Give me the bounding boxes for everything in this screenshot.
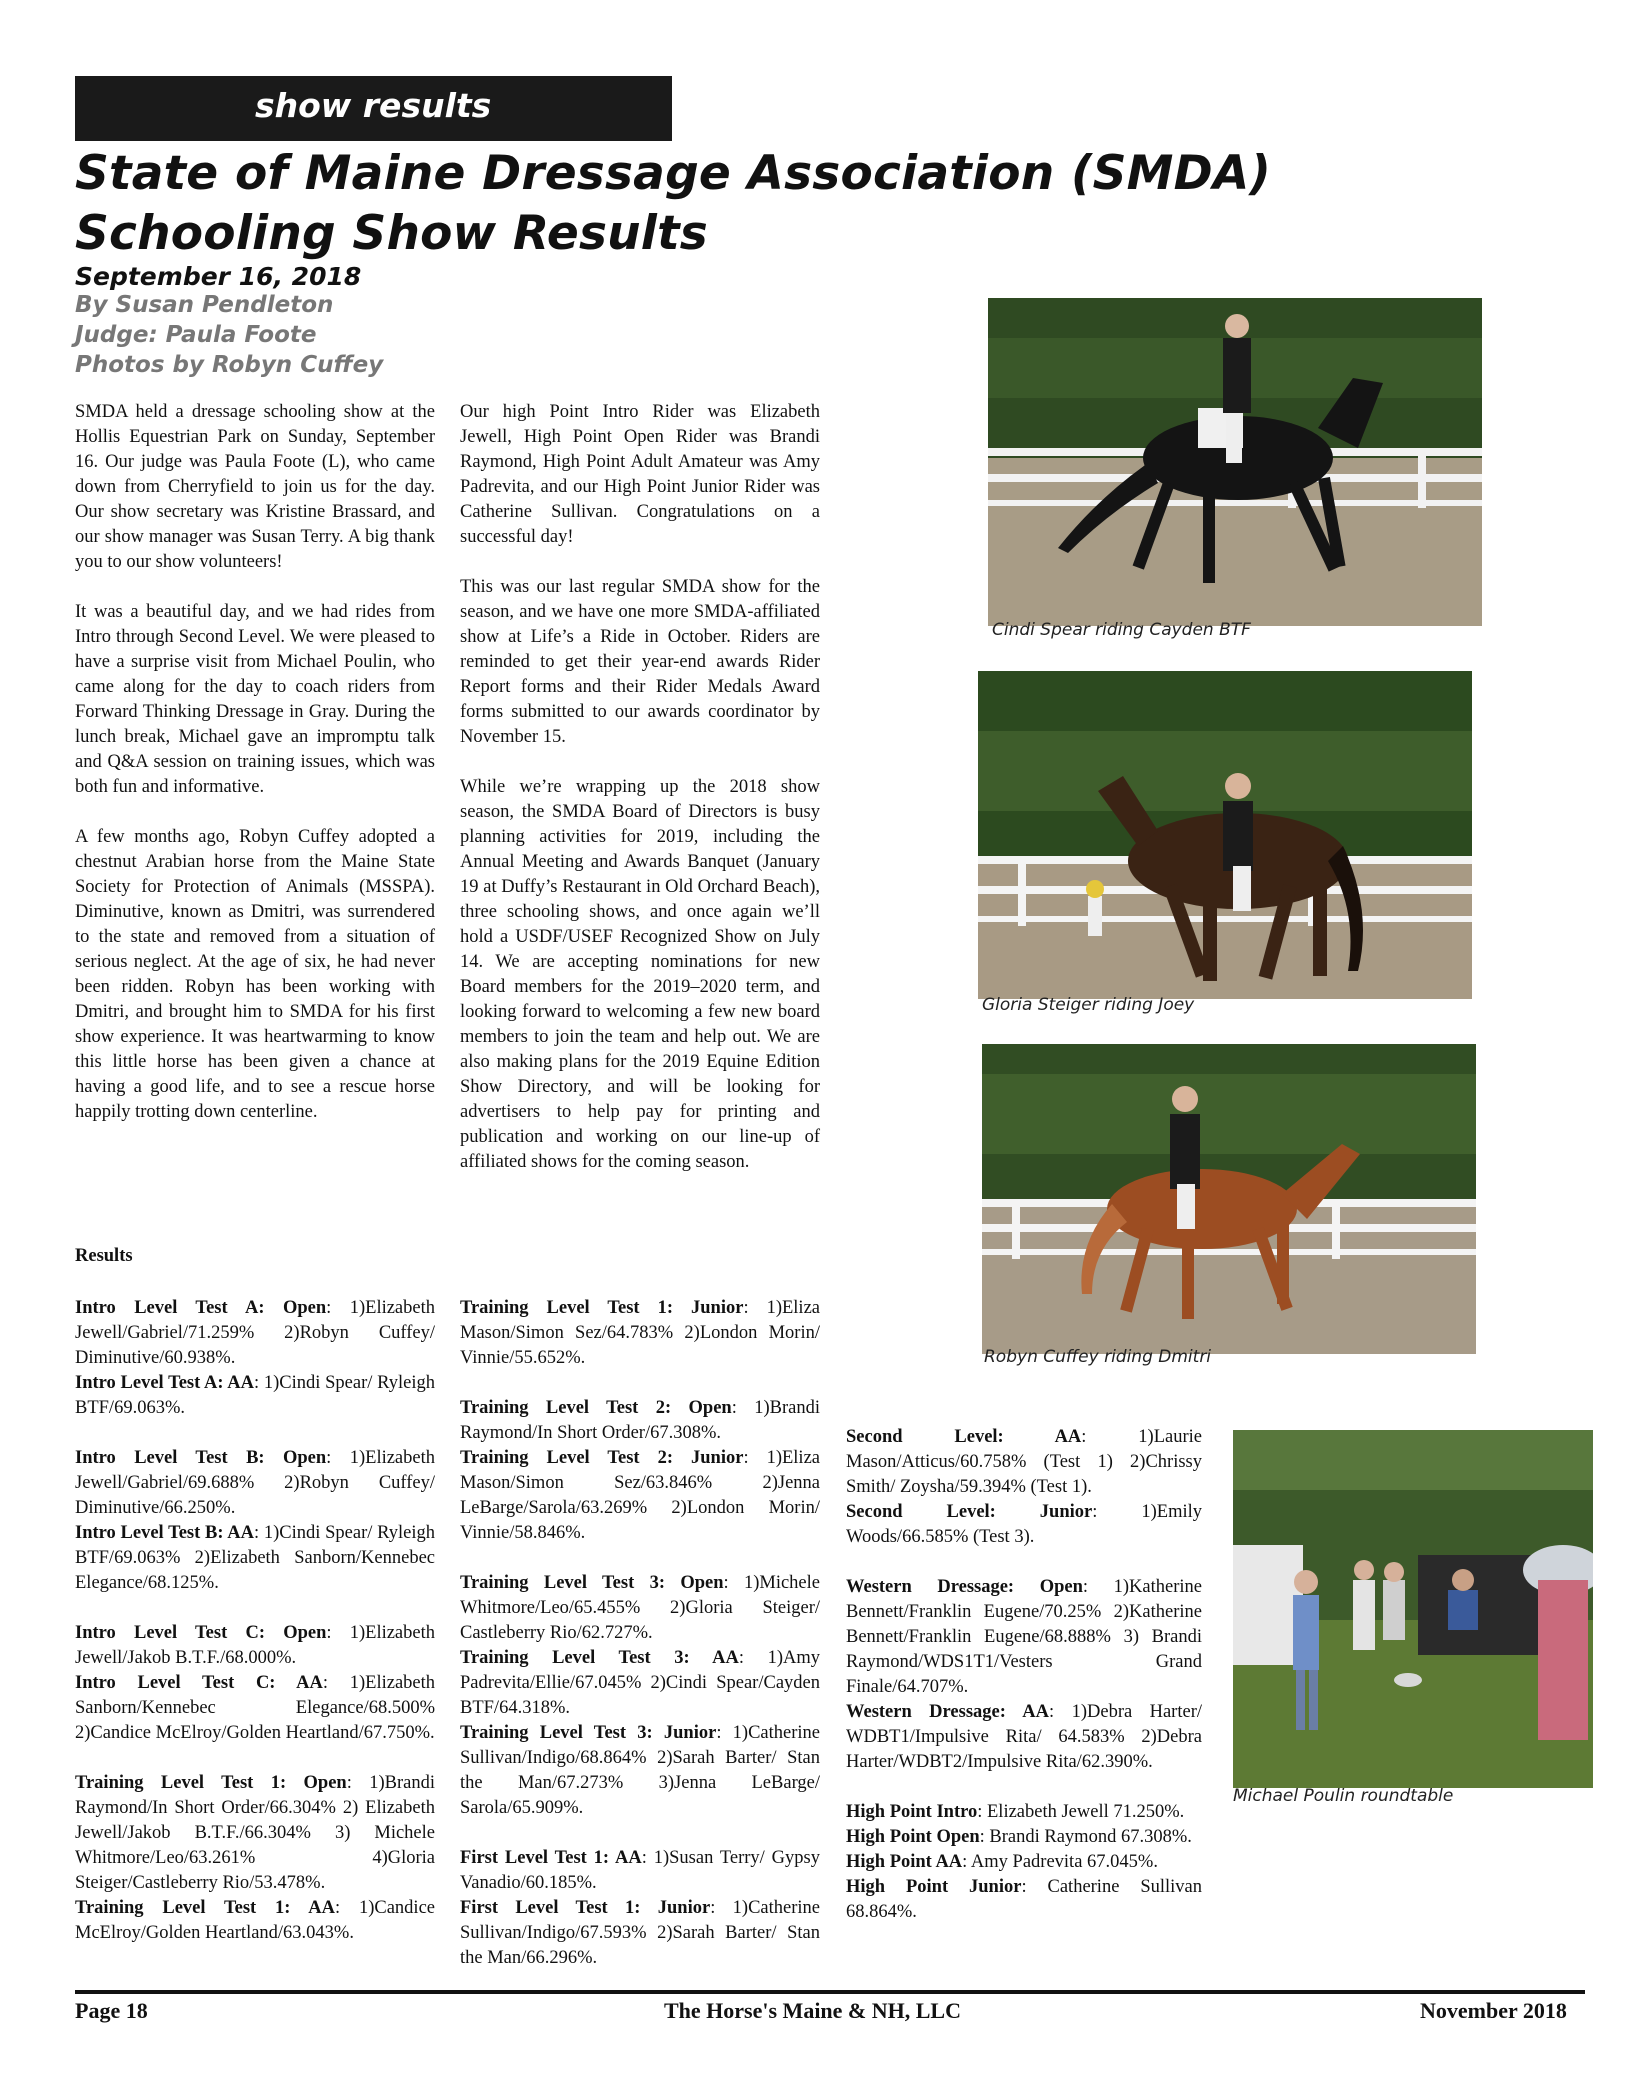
photo-caption: Robyn Cuffey riding Dmitri <box>984 1347 1212 1367</box>
section-label: show results <box>255 86 492 125</box>
result-entry: Second Level: AA: 1)Laurie Mason/Atticus/60.758% (Test 1) 2)Chrissy Smith/ Zoysha/59.394% (Test 1). <box>846 1427 1202 1497</box>
result-entry: Intro Level Test C: Open: 1)Elizabeth Jewell/Jakob B.T.F./68.000%. <box>75 1623 435 1668</box>
results-group <box>75 1771 435 1946</box>
footer-publication: The Horse's Maine & NH, LLC <box>664 1998 961 2023</box>
result-entry: Western Dressage: AA: 1)Debra Harter/ WDBT1/Impulsive Rita/ 64.583% 2)Debra Harter/WDBT2/Impulsive Rita/62.390%. <box>846 1702 1202 1772</box>
result-entry: Intro Level Test C: AA: 1)Elizabeth Sanborn/Kennebec Elegance/68.500% 2)Candice McElroy/Golden Heartland/67.750%. <box>75 1673 436 1743</box>
result-entry: Intro Level Test B: Open: 1)Elizabeth Jewell/Gabriel/69.688% 2)Robyn Cuffey/ Diminutive/66.250%. <box>75 1448 435 1518</box>
results-group <box>75 1446 435 1596</box>
result-entry: Intro Level Test A: Open: 1)Elizabeth Jewell/Gabriel/71.259% 2)Robyn Cuffey/ Diminutive/60.938%. <box>75 1298 435 1368</box>
photo-caption: Michael Poulin roundtable <box>1233 1786 1454 1806</box>
results-column-1 <box>75 1296 435 1971</box>
results-group <box>460 1396 820 1546</box>
photo-caption: Cindi Spear riding Cayden BTF <box>992 620 1251 640</box>
judge-line: Judge: Paula Foote <box>75 322 317 348</box>
paragraph: A few months ago, Robyn Cuffey adopted a chestnut Arabian horse from the Maine State Society for Protection of Animals (MSSPA). Diminutive, known as Dmitri, was surrendered to the state and removed from a situation of serious neglect. At the age of six, he had never been ridden. Robyn has been working with Dmitri, and brought him to SMDA for his first show experience. It was heartwarming to know this little horse has been given a chance at having a good life, and to see a rescue horse happily trotting down centerline. <box>75 827 435 1122</box>
result-entry: High Point AA: Amy Padrevita 67.045%. <box>846 1852 1158 1872</box>
results-group <box>846 1800 1202 1925</box>
paragraph: It was a beautiful day, and we had rides from Intro through Second Level. We were pleased to have a surprise visit from Michael Poulin, who came along for the day to coach riders from Forward Thinking Dressage in Gray. During the lunch break, Michael gave an impromptu talk and Q&A session on training issues, which was both fun and informative. <box>75 602 435 797</box>
results-group <box>75 1296 435 1421</box>
result-entry: High Point Junior: Catherine Sullivan 68.864%. <box>846 1877 1202 1922</box>
result-entry: Training Level Test 1: Junior: 1)Eliza Mason/Simon Sez/64.783% 2)London Morin/ Vinnie/55.652%. <box>460 1298 820 1368</box>
result-entry: Training Level Test 2: Junior: 1)Eliza Mason/Simon Sez/63.846% 2)Jenna LeBarge/Sarola/63.269% 2)London Morin/ Vinnie/58.846%. <box>460 1448 820 1543</box>
footer-issue: November 2018 <box>1420 1998 1567 2023</box>
body-column-2 <box>460 400 820 1200</box>
article-date: September 16, 2018 <box>75 262 362 291</box>
results-group <box>460 1846 820 1971</box>
photo-robyn-cuffey <box>982 1044 1476 1354</box>
result-entry: First Level Test 1: Junior: 1)Catherine Sullivan/Indigo/67.593% 2)Sarah Barter/ Stan the Man/66.296%. <box>460 1898 820 1968</box>
results-group <box>460 1296 820 1371</box>
result-entry: Intro Level Test A: AA: 1)Cindi Spear/ Ryleigh BTF/69.063%. <box>75 1373 435 1418</box>
result-entry: First Level Test 1: AA: 1)Susan Terry/ Gypsy Vanadio/60.185%. <box>460 1848 820 1893</box>
photo-michael-poulin <box>1233 1430 1593 1788</box>
footer-rule <box>75 1990 1585 1994</box>
result-entry: Training Level Test 3: Open: 1)Michele Whitmore/Leo/65.455% 2)Gloria Steiger/ Castleberry Rio/62.727%. <box>460 1573 820 1643</box>
result-entry: Intro Level Test B: AA: 1)Cindi Spear/ Ryleigh BTF/69.063% 2)Elizabeth Sanborn/Kennebec Elegance/68.125%. <box>75 1523 435 1593</box>
results-column-3 <box>846 1425 1202 1950</box>
section-banner <box>75 76 672 141</box>
footer-page-number: Page 18 <box>75 1998 148 2023</box>
paragraph: SMDA held a dressage schooling show at the Hollis Equestrian Park on Sunday, September 16. Our judge was Paula Foote (L), who came down from Cherryfield to join us for the day. Our show secretary was Kristine Brassard, and our show manager was Susan Terry. A big thank you to our show volunteers! <box>75 402 435 572</box>
paragraph: Our high Point Intro Rider was Elizabeth Jewell, High Point Open Rider was Brandi Raymond, High Point Adult Amateur was Amy Padrevita, and our High Point Junior Rider was Catherine Sullivan. Congratulations on a successful day! <box>460 402 820 547</box>
photo-gloria-steiger <box>978 671 1472 999</box>
byline: By Susan Pendleton <box>75 292 334 318</box>
results-group <box>460 1571 820 1821</box>
article-title: State of Maine Dressage Association (SMDA) Schooling Show Results <box>75 146 1272 261</box>
result-entry: Second Level: Junior: 1)Emily Woods/66.585% (Test 3). <box>846 1502 1202 1547</box>
results-group <box>846 1425 1202 1550</box>
result-entry: Training Level Test 1: AA: 1)Candice McElroy/Golden Heartland/63.043%. <box>75 1898 435 1943</box>
results-column-2 <box>460 1296 820 1996</box>
result-entry: Training Level Test 3: Junior: 1)Catherine Sullivan/Indigo/68.864% 2)Sarah Barter/ Stan the Man/67.273% 3)Jenna LeBarge/ Sarola/65.909%. <box>460 1723 821 1818</box>
paragraph: This was our last regular SMDA show for the season, and we have one more SMDA-affiliated show at Life’s a Ride in October. Riders are reminded to get their year-end awards Rider Report forms and their Rider Medals Award forms submitted to our awards coordinator by November 15. <box>460 577 820 747</box>
photo-credit: Photos by Robyn Cuffey <box>75 352 384 378</box>
results-group <box>75 1621 435 1746</box>
photo-cindi-spear <box>988 298 1482 626</box>
result-entry: High Point Intro: Elizabeth Jewell 71.250%. <box>846 1802 1185 1822</box>
results-heading: Results <box>75 1246 133 1266</box>
result-entry: Training Level Test 1: Open: 1)Brandi Raymond/In Short Order/66.304% 2) Elizabeth Jewell/Jakob B.T.F./66.304% 3) Michele Whitmore/Leo/63.261% 4)Gloria Steiger/Castleberry Rio/53.478%. <box>75 1773 436 1893</box>
result-entry: Western Dressage: Open: 1)Katherine Bennett/Franklin Eugene/70.25% 2)Katherine Bennett/Franklin Eugene/68.888% 3) Brandi Raymond/WDS1T1/Vesters Grand Finale/64.707%. <box>846 1577 1202 1697</box>
result-entry: Training Level Test 3: AA: 1)Amy Padrevita/Ellie/67.045% 2)Cindi Spear/Cayden BTF/64.318%. <box>460 1648 820 1718</box>
result-entry: Training Level Test 2: Open: 1)Brandi Raymond/In Short Order/67.308%. <box>460 1398 821 1443</box>
result-entry: High Point Open: Brandi Raymond 67.308%. <box>846 1827 1192 1847</box>
photo-caption: Gloria Steiger riding Joey <box>982 995 1195 1015</box>
results-group <box>846 1575 1202 1775</box>
body-column-1 <box>75 400 435 1150</box>
paragraph: While we’re wrapping up the 2018 show season, the SMDA Board of Directors is busy planning activities for 2019, including the Annual Meeting and Awards Banquet (January 19 at Duffy’s Restaurant in Old Orchard Beach), three schooling shows, and once again we’ll hold a USDF/USEF Recognized Show on July 14. We are accepting nominations for new Board members for the 2019–2020 term, and looking forward to welcoming a few new board members to join the team and help out. We are also making plans for the 2019 Equine Edition Show Directory, and will be looking for advertisers to help pay for printing and publication and working on our line-up of affiliated shows for the coming season. <box>460 777 820 1172</box>
